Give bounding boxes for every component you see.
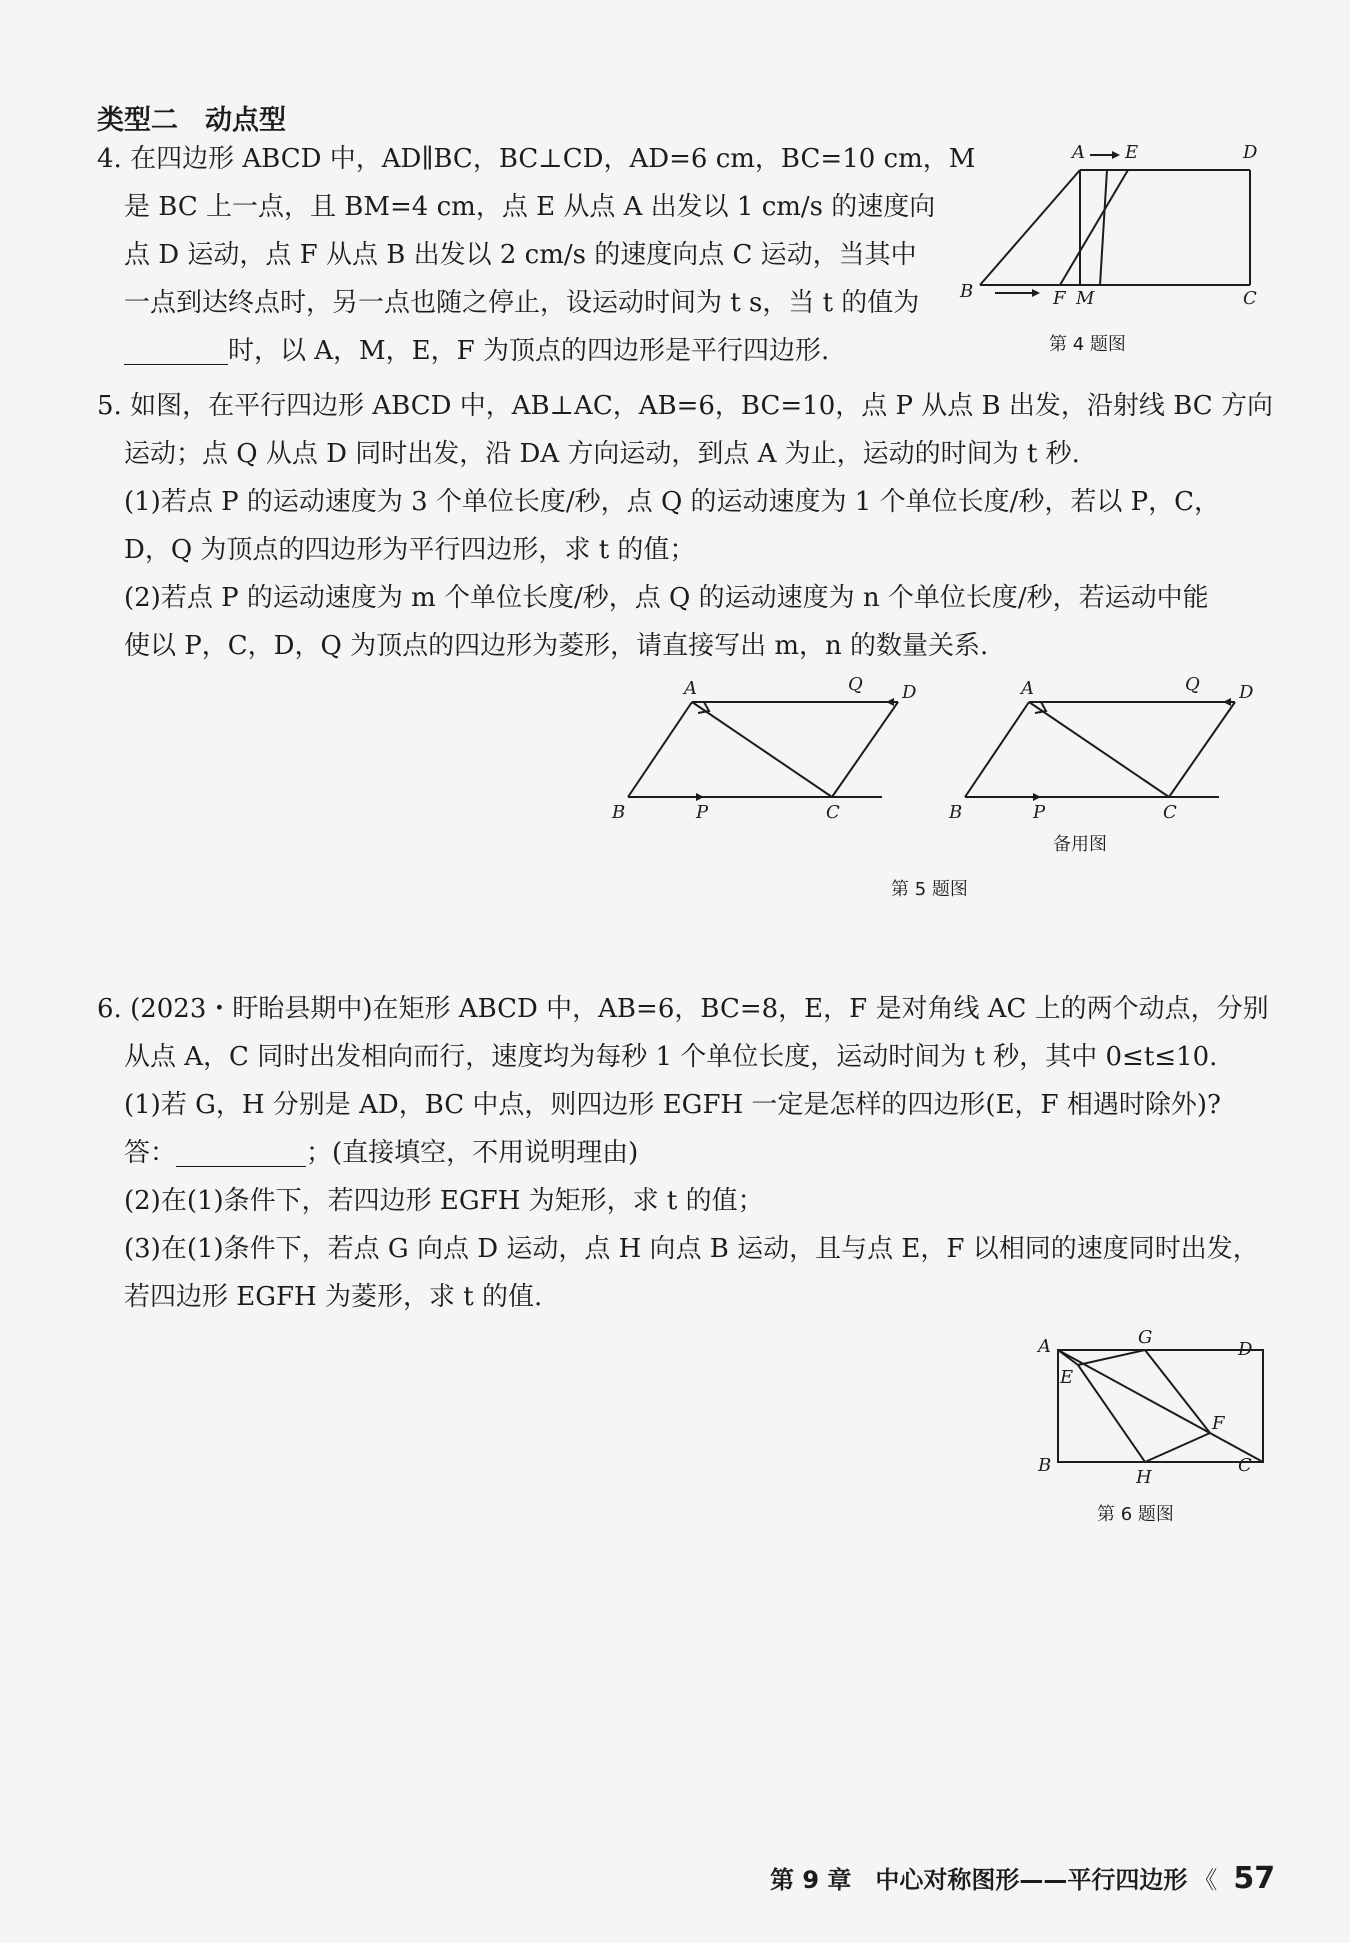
q6-figure xyxy=(1030,1325,1270,1488)
q5-spare-label-A: A xyxy=(1021,678,1034,699)
q6-label-D: D xyxy=(1238,1339,1253,1360)
q4-label-B: B xyxy=(960,281,974,302)
q5-figure-caption: 第 5 题图 xyxy=(891,879,968,900)
q6-line-1: 6. (2023・盱眙县期中)在矩形 ABCD 中，AB=6，BC=8，E，F 是对角线 AC 上的两个动点，分别 xyxy=(97,994,1269,1024)
q5-spare-label-C: C xyxy=(1163,802,1177,823)
q5-line-6: 使以 P，C，D，Q 为顶点的四边形为菱形，请直接写出 m，n 的数量关系. xyxy=(124,631,989,661)
section-title: 类型二 动点型 xyxy=(97,105,286,136)
q4-line-2: 是 BC 上一点，且 BM=4 cm，点 E 从点 A 出发以 1 cm/s 的速度向 xyxy=(124,192,936,222)
q6-figure-caption: 第 6 题图 xyxy=(1097,1504,1174,1525)
q6-line-7: 若四边形 EGFH 为菱形，求 t 的值. xyxy=(124,1282,543,1312)
q5-spare-label-D: D xyxy=(1239,682,1254,703)
q4-label-A: A xyxy=(1072,142,1085,163)
q5-line-1: 5. 如图，在平行四边形 ABCD 中，AB⊥AC，AB=6，BC=10，点 P 从点 B 出发，沿射线 BC 方向 xyxy=(97,391,1273,421)
q5-label-A: A xyxy=(684,678,697,699)
q5-spare-label-Q: Q xyxy=(1185,674,1200,695)
q5-label-B: B xyxy=(612,802,626,823)
q6-line-2: 从点 A，C 同时出发相向而行，速度均为每秒 1 个单位长度，运动时间为 t 秒，其中 0≤t≤10. xyxy=(124,1042,1218,1072)
q5-line-5: (2)若点 P 的运动速度为 m 个单位长度/秒，点 Q 的运动速度为 n 个单位长度/秒，若运动中能 xyxy=(124,583,1209,613)
q6-label-F: F xyxy=(1212,1413,1225,1434)
q5-figure-spare xyxy=(937,672,1267,827)
q6-label-G: G xyxy=(1138,1327,1153,1348)
q5-line-4: D，Q 为顶点的四边形为平行四边形，求 t 的值； xyxy=(124,535,696,565)
q5-label-D: D xyxy=(902,682,917,703)
q6-label-C: C xyxy=(1238,1455,1252,1476)
chapter-title: 第 9 章 中心对称图形——平行四边形 xyxy=(770,1866,1188,1894)
q6-line-6: (3)在(1)条件下，若点 G 向点 D 运动，点 H 向点 B 运动，且与点 E，F 以相同的速度同时出发， xyxy=(124,1234,1259,1264)
q5-line-2: 运动；点 Q 从点 D 同时出发，沿 DA 方向运动，到点 A 为止，运动的时间为 t 秒. xyxy=(124,439,1080,469)
double-chevron-icon: 《 xyxy=(1193,1866,1218,1894)
q6-line-3: (1)若 G，H 分别是 AD，BC 中点，则四边形 EGFH 一定是怎样的四边形(E，F 相遇时除外)? xyxy=(124,1090,1221,1120)
page-number: 57 xyxy=(1233,1861,1276,1896)
q6-label-B: B xyxy=(1038,1455,1052,1476)
q5-spare-label-P: P xyxy=(1033,802,1046,823)
q4-line-1: 4. 在四边形 ABCD 中，AD∥BC，BC⊥CD，AD=6 cm，BC=10 cm，M xyxy=(97,144,976,174)
q4-line-3: 点 D 运动，点 F 从点 B 出发以 2 cm/s 的速度向点 C 运动，当其中 xyxy=(124,240,917,270)
q4-label-E: E xyxy=(1125,142,1139,163)
q6-label-H: H xyxy=(1136,1467,1152,1488)
q4-label-M: M xyxy=(1076,288,1095,309)
q6-line-5: (2)在(1)条件下，若四边形 EGFH 为矩形，求 t 的值； xyxy=(124,1186,764,1216)
q6-line-4: 答：__________；(直接填空，不用说明理由) xyxy=(124,1138,639,1168)
q4-line-4: 一点到达终点时，另一点也随之停止，设运动时间为 t s，当 t 的值为 xyxy=(124,288,920,318)
q5-spare-label-B: B xyxy=(949,802,963,823)
q4-label-F: F xyxy=(1053,288,1066,309)
q4-label-D: D xyxy=(1243,142,1258,163)
q5-label-P: P xyxy=(696,802,709,823)
q4-figure xyxy=(950,142,1270,315)
q4-label-C: C xyxy=(1243,288,1257,309)
q4-figure-caption: 第 4 题图 xyxy=(1049,334,1126,355)
q5-label-Q: Q xyxy=(848,674,863,695)
q5-label-C: C xyxy=(826,802,840,823)
q4-line-5: ________时，以 A，M，E，F 为顶点的四边形是平行四边形. xyxy=(124,336,830,366)
q6-label-A: A xyxy=(1038,1336,1051,1357)
q5-figure-main xyxy=(600,672,930,827)
q5-spare-caption: 备用图 xyxy=(1053,834,1107,855)
page-footer xyxy=(770,1860,1275,1896)
q6-label-E: E xyxy=(1060,1367,1074,1388)
q5-line-3: (1)若点 P 的运动速度为 3 个单位长度/秒，点 Q 的运动速度为 1 个单位长度/秒，若以 P，C， xyxy=(124,487,1221,517)
